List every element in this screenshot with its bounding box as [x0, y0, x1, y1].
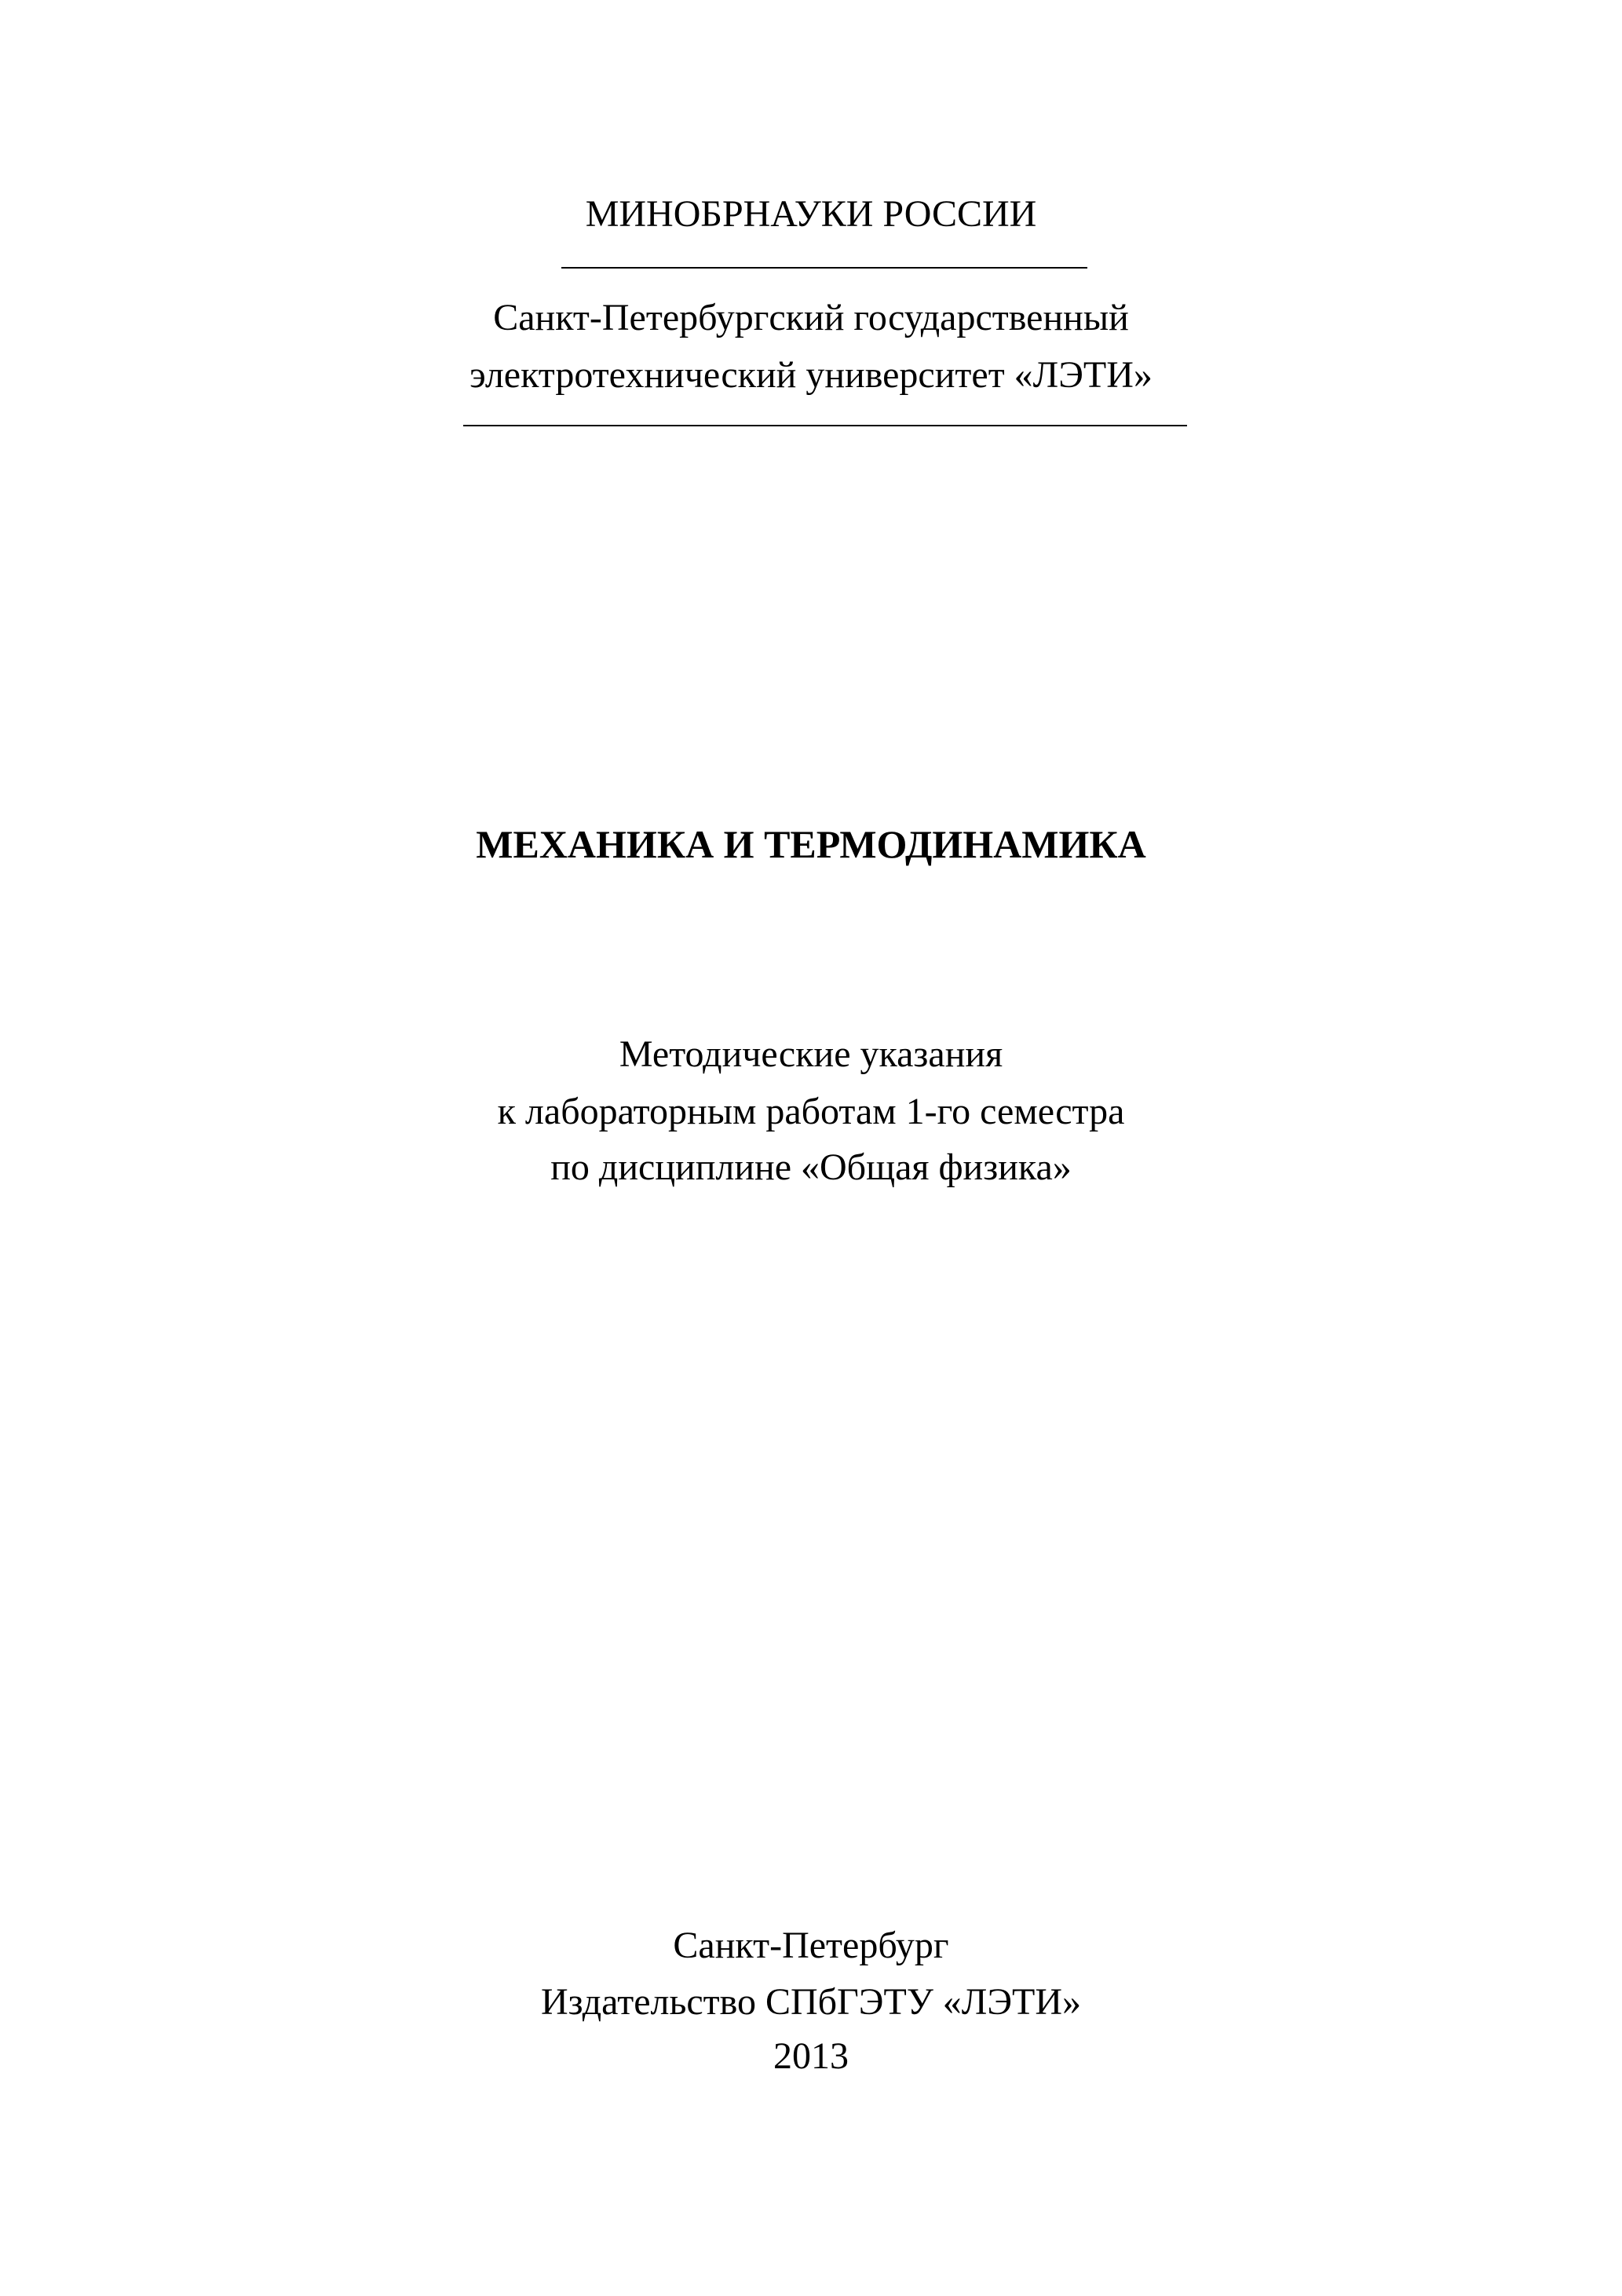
imprint-year: 2013: [773, 2035, 849, 2077]
university-name-line1: Санкт-Петербургский государственный: [493, 297, 1129, 338]
subtitle-line1: Методические указания: [619, 1033, 1003, 1075]
imprint-city: Санкт-Петербург: [673, 1925, 949, 1966]
header-divider-long: [463, 425, 1187, 426]
subtitle-line2: к лабораторным работам 1-го семестра: [497, 1091, 1125, 1132]
header-divider-short: [561, 267, 1087, 269]
ministry-name: МИНОБРНАУКИ РОССИИ: [585, 193, 1037, 235]
university-name-line2: электротехнический университет «ЛЭТИ»: [469, 354, 1153, 396]
imprint-publisher: Издательство СПбГЭТУ «ЛЭТИ»: [540, 1981, 1082, 2023]
subtitle-line3: по дисциплине «Общая физика»: [550, 1146, 1072, 1188]
document-title: МЕХАНИКА И ТЕРМОДИНАМИКА: [476, 822, 1146, 866]
